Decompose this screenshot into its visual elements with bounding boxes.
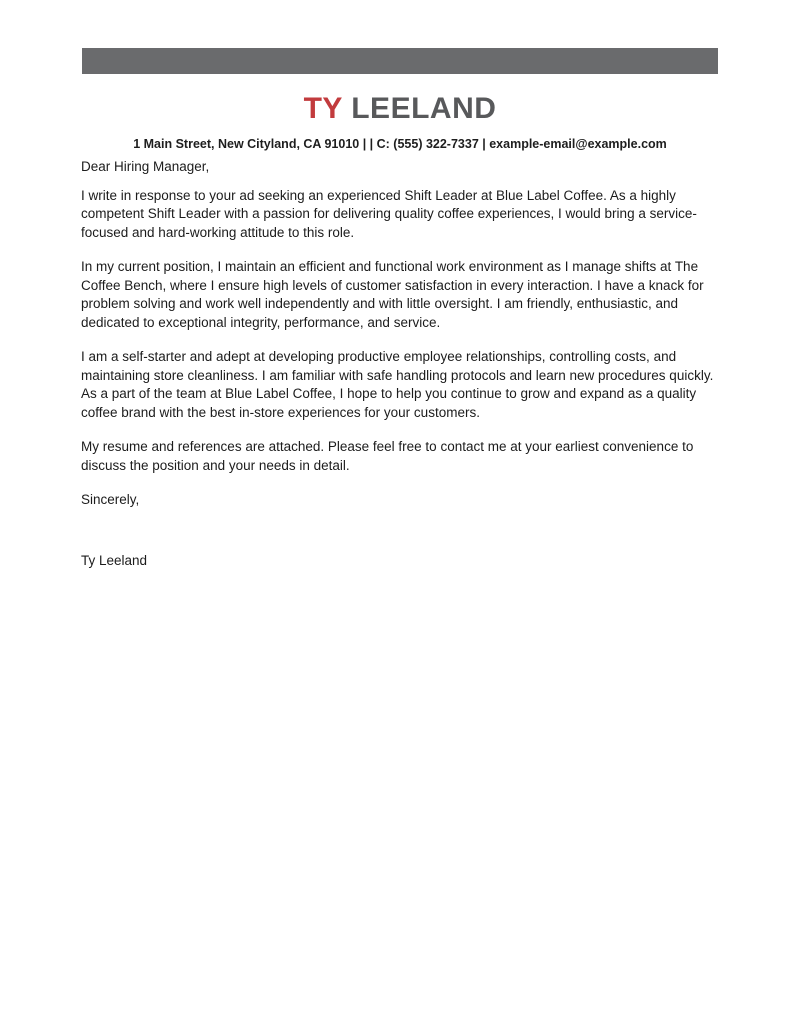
body-paragraph-2: In my current position, I maintain an efficient and functional work environment as I manage shifts at The Coffee Bench, where I ensure high levels of customer satisfaction in every interaction. I have a knack for problem solving and work well independently and with little oversight. I am friendly, enthusiastic, and dedicated to exceptional integrity, performance, and service. bbox=[81, 259, 704, 330]
candidate-last-name: LEELAND bbox=[351, 92, 497, 125]
body-paragraph-1: I write in response to your ad seeking an experienced Shift Leader at Blue Label Coffee. As a highly competent Shift Leader with a passion for delivering quality coffee experiences, I would bring a service-focused and hard-working attitude to this role. bbox=[81, 187, 697, 240]
letter-body bbox=[81, 158, 721, 570]
contact-line: 1 Main Street, New Cityland, CA 91010 | | C: (555) 322-7337 | example-email@example.com bbox=[133, 137, 667, 151]
signature: Ty Leeland bbox=[81, 552, 148, 568]
salutation: Dear Hiring Manager, bbox=[81, 159, 210, 174]
closing: Sincerely, bbox=[81, 492, 140, 507]
candidate-first-name: TY bbox=[303, 92, 343, 125]
body-paragraph-4: My resume and references are attached. Please feel free to contact me at your earliest convenience to discuss the position and your needs in detail. bbox=[81, 439, 694, 473]
header-bar bbox=[82, 48, 718, 74]
body-paragraph-3: I am a self-starter and adept at developing productive employee relationships, controlling costs, and maintaining store cleanliness. I am familiar with safe handling protocols and learn new procedures quickly. As a part of the team at Blue Label Coffee, I hope to help you continue to grow and expand as a quality coffee brand with the best in-store experiences for your customers. bbox=[81, 349, 714, 420]
candidate-name bbox=[0, 92, 800, 125]
